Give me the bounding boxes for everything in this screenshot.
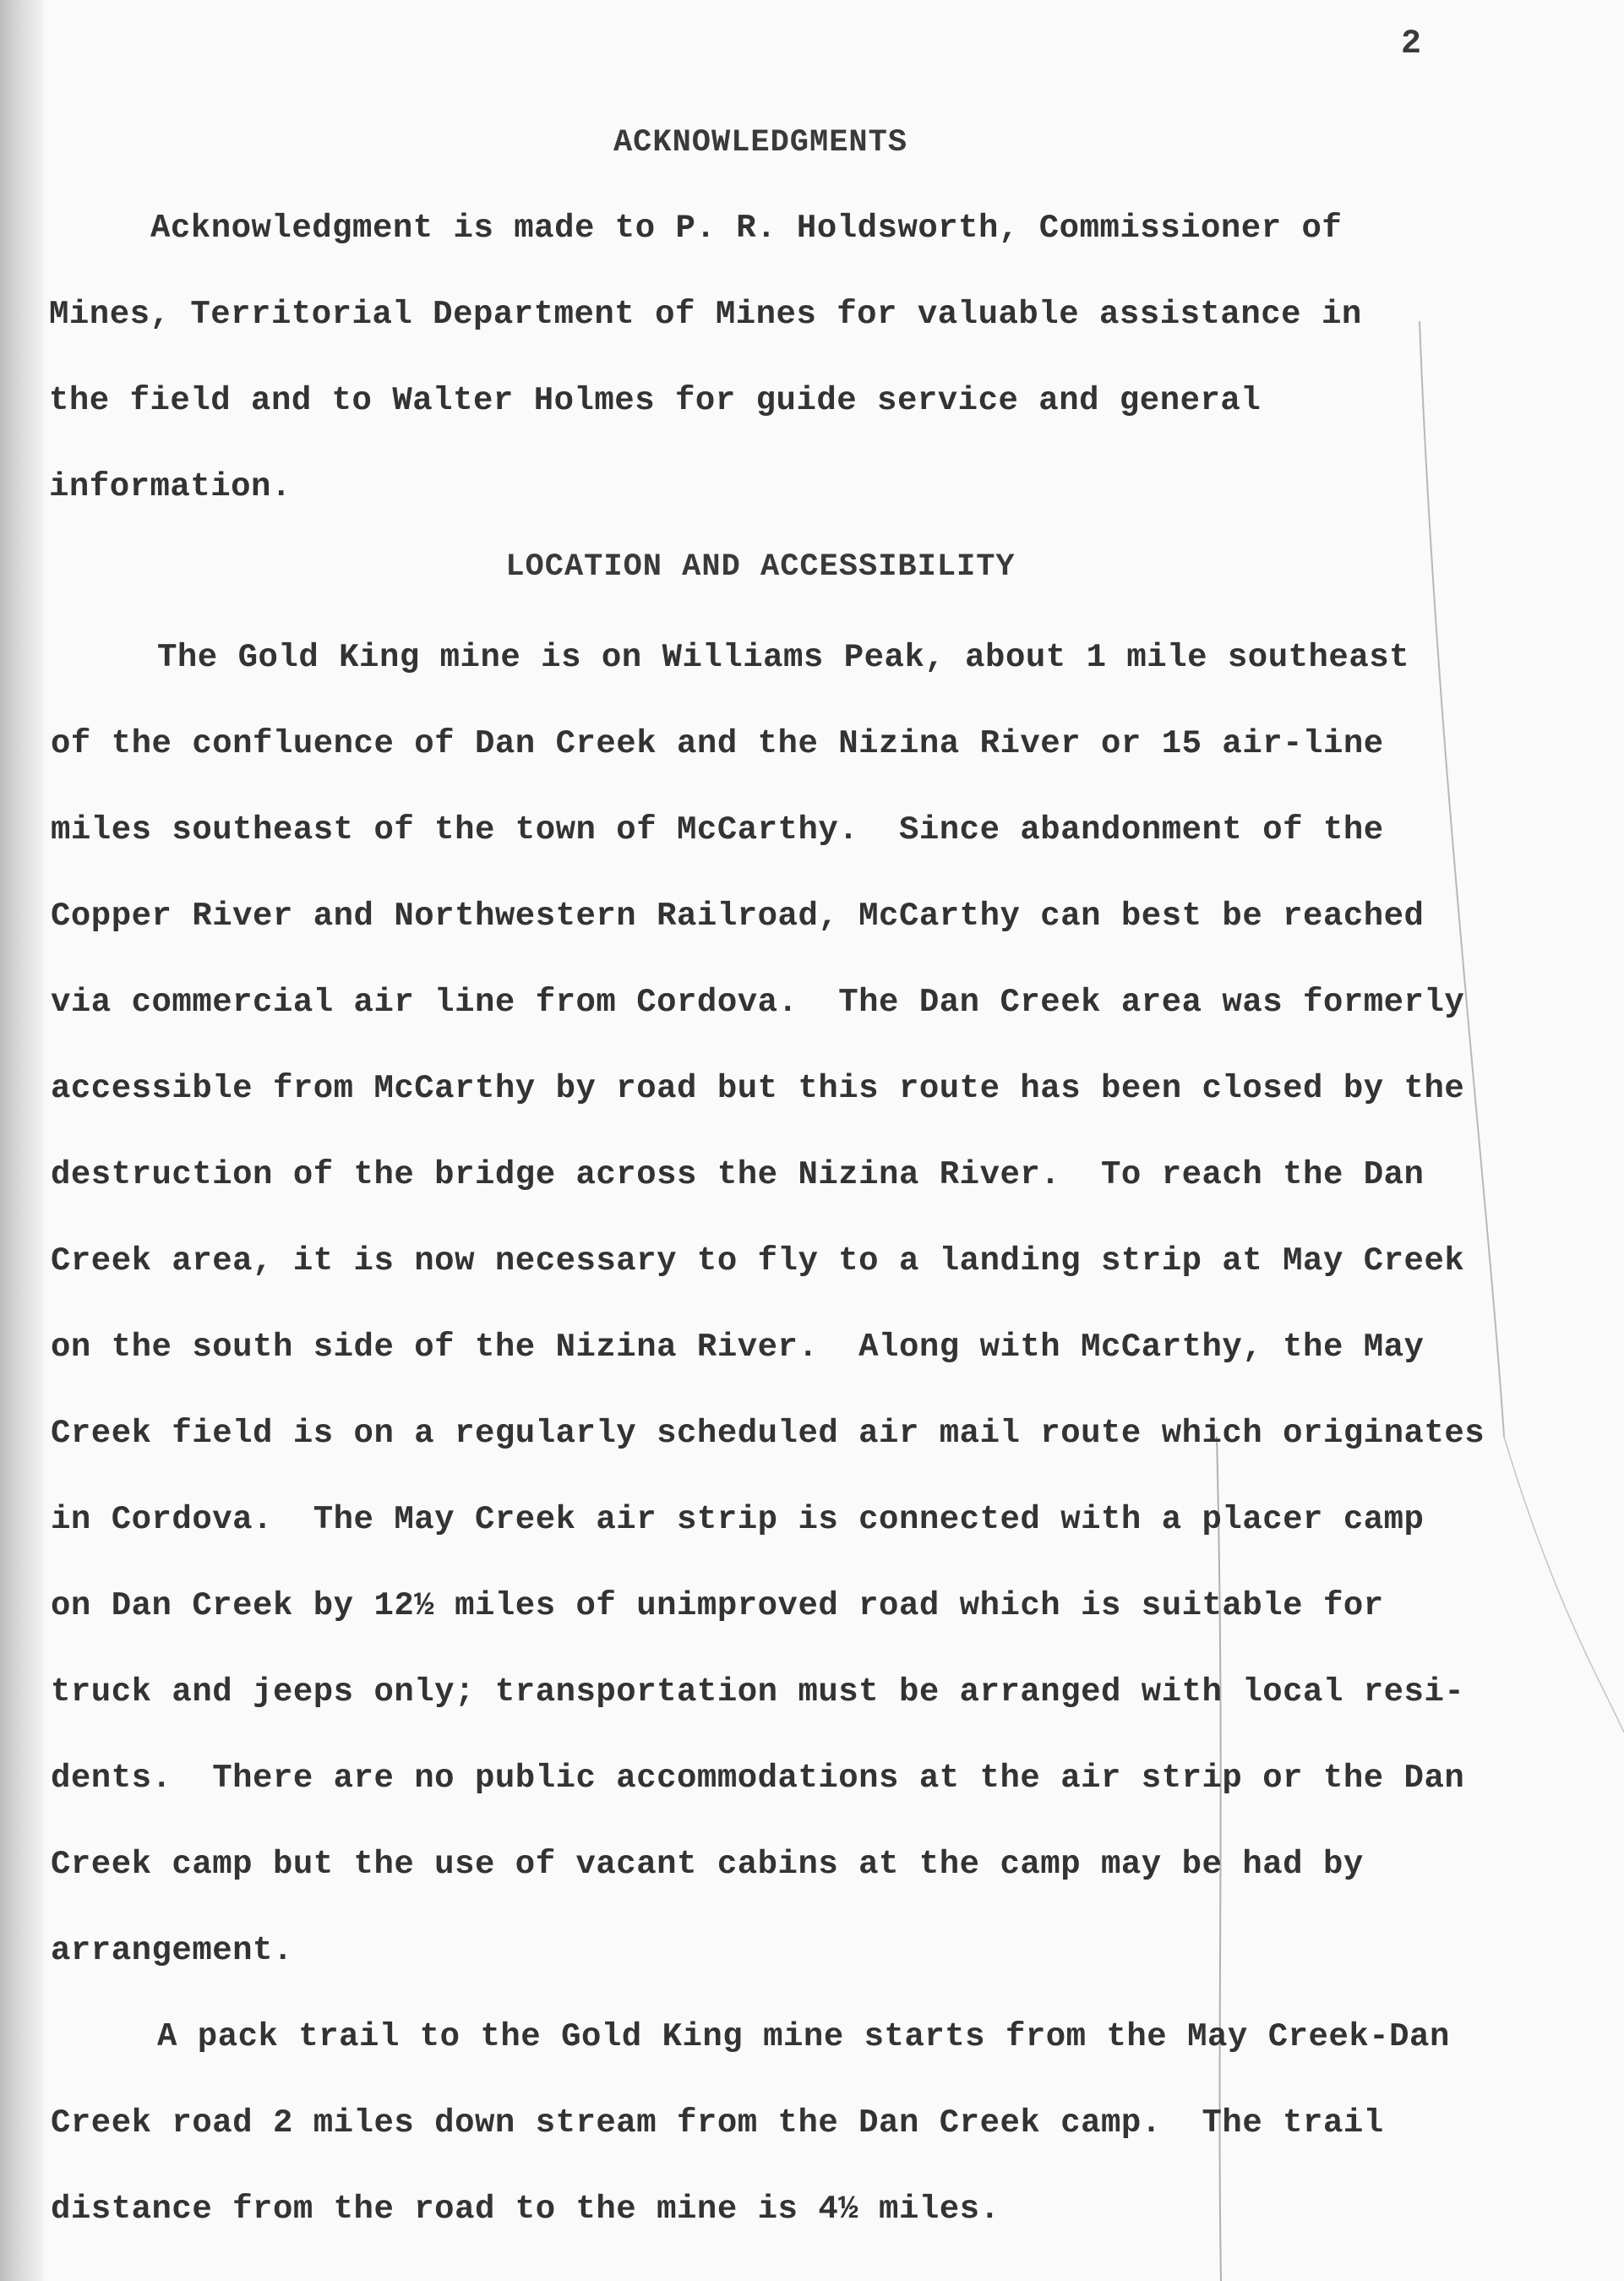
- loc-p1-line-2: of the confluence of Dan Creek and the Nizina River or 15 air-line: [51, 725, 1384, 762]
- loc-p1-line-5: via commercial air line from Cordova. The Dan Creek area was formerly: [51, 984, 1465, 1021]
- loc-p2-line-1: A pack trail to the Gold King mine starts from the May Creek-Dan: [157, 2018, 1450, 2055]
- loc-p1-line-7: destruction of the bridge across the Nizina River. To reach the Dan: [51, 1156, 1425, 1193]
- ack-line-3: the field and to Walter Holmes for guide service and general: [49, 382, 1262, 419]
- loc-p1-line-14: dents. There are no public accommodations at the air strip or the Dan: [51, 1760, 1465, 1797]
- loc-p2-line-2: Creek road 2 miles down stream from the Dan Creek camp. The trail: [51, 2104, 1384, 2142]
- loc-p1-line-15: Creek camp but the use of vacant cabins at the camp may be had by: [51, 1846, 1364, 1883]
- loc-p1-line-3: miles southeast of the town of McCarthy. Since abandonment of the: [51, 811, 1384, 849]
- scan-edge-shadow: [0, 0, 44, 2281]
- loc-p1-line-9: on the south side of the Nizina River. Along with McCarthy, the May: [51, 1329, 1425, 1366]
- loc-p1-line-1: The Gold King mine is on Williams Peak, about 1 mile southeast: [157, 639, 1410, 676]
- ack-line-2: Mines, Territorial Department of Mines for valuable assistance in: [49, 296, 1362, 333]
- loc-p1-line-12: on Dan Creek by 12½ miles of unimproved road which is suitable for: [51, 1587, 1384, 1624]
- page-number: 2: [1401, 25, 1422, 63]
- loc-p1-line-6: accessible from McCarthy by road but this route has been closed by the: [51, 1070, 1465, 1107]
- heading-location-accessibility: LOCATION AND ACCESSIBILITY: [505, 549, 1016, 585]
- loc-p1-line-4: Copper River and Northwestern Railroad, McCarthy can best be reached: [51, 898, 1425, 935]
- loc-p1-line-8: Creek area, it is now necessary to fly to a landing strip at May Creek: [51, 1242, 1465, 1280]
- loc-p1-line-16: arrangement.: [51, 1932, 293, 1969]
- loc-p1-line-13: truck and jeeps only; transportation must be arranged with local resi-: [51, 1673, 1465, 1711]
- ack-line-4: information.: [49, 468, 292, 505]
- loc-p1-line-11: in Cordova. The May Creek air strip is connected with a placer camp: [51, 1501, 1425, 1538]
- heading-acknowledgments: ACKNOWLEDGMENTS: [613, 125, 908, 161]
- loc-p1-line-10: Creek field is on a regularly scheduled air mail route which originates: [51, 1415, 1485, 1452]
- ack-line-1: Acknowledgment is made to P. R. Holdsworth, Commissioner of: [150, 210, 1343, 247]
- loc-p2-line-3: distance from the road to the mine is 4½ miles.: [51, 2191, 1000, 2228]
